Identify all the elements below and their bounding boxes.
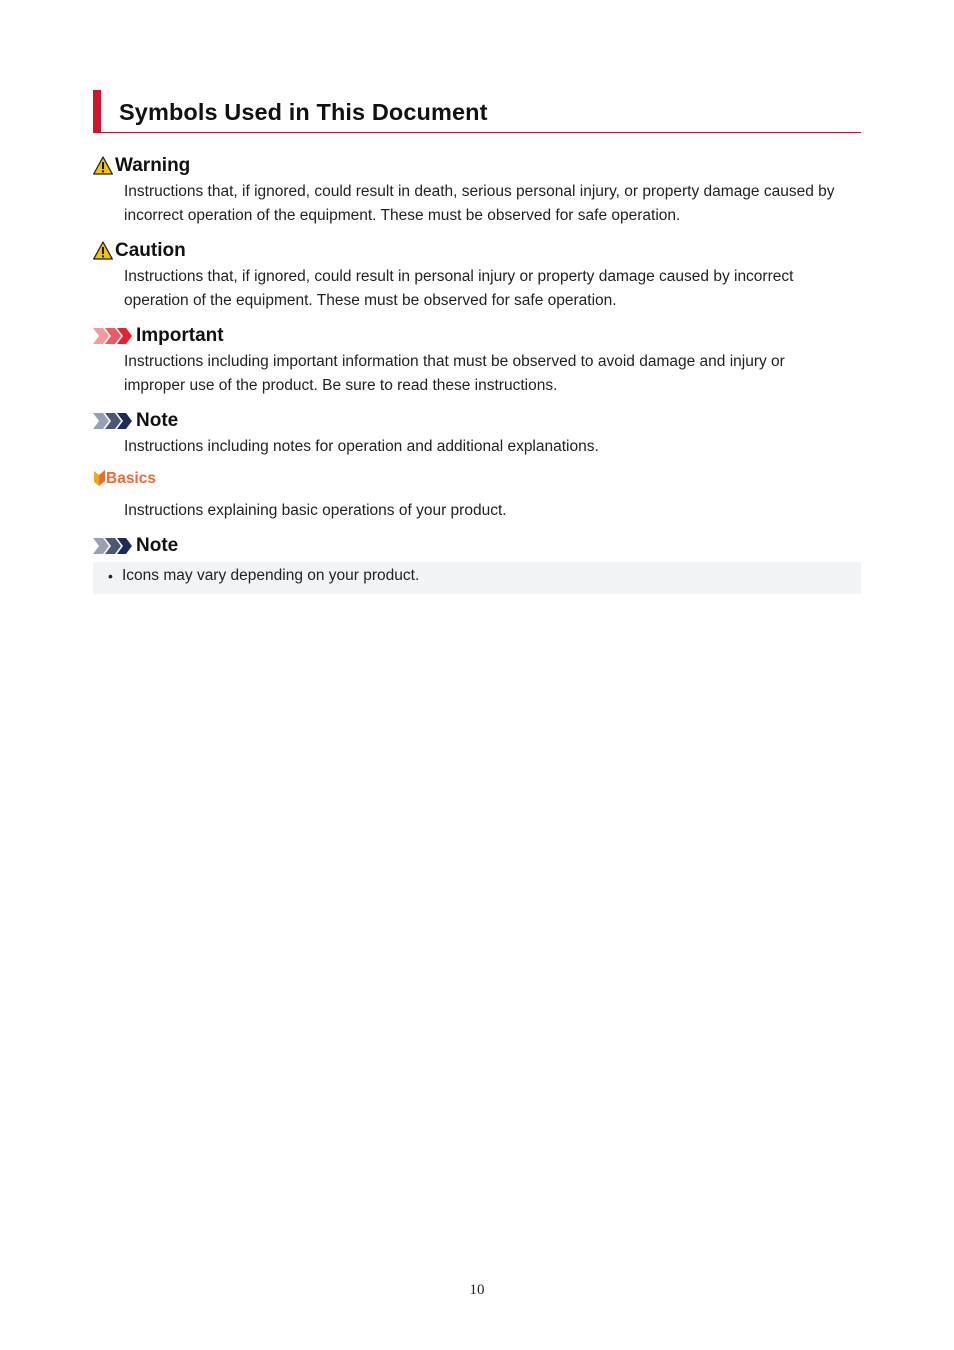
important-section [93, 325, 863, 394]
note-arrows-icon [93, 413, 133, 429]
warning-section [93, 155, 863, 224]
caution-header [93, 240, 863, 264]
note-header-2 [93, 535, 863, 559]
note-description [124, 435, 864, 459]
note-section [93, 410, 863, 455]
warning-label: Warning [115, 155, 191, 176]
title-accent-bar [93, 90, 101, 133]
caution-text-line-1: Instructions that, if ignored, could result in personal injury or property damage caused by incorrect [124, 268, 794, 285]
page-title [93, 90, 861, 133]
note-section-2 [93, 535, 863, 559]
basics-text-line-1: Instructions explaining basic operations of your product. [124, 502, 507, 519]
important-label: Important [136, 325, 224, 346]
note-arrows-icon [93, 538, 133, 554]
basics-section [93, 469, 863, 519]
basics-description [124, 499, 864, 523]
warning-triangle-icon [93, 156, 113, 175]
important-arrows-icon [93, 328, 133, 344]
caution-triangle-icon [93, 241, 113, 260]
basics-header [93, 469, 863, 493]
warning-description [124, 180, 864, 228]
caution-label: Caution [115, 240, 186, 261]
note-box [93, 562, 861, 594]
note-label-2: Note [136, 535, 179, 556]
basics-icon [93, 469, 107, 487]
warning-header [93, 155, 863, 179]
page-number: 10 [469, 1282, 485, 1298]
caution-section [93, 240, 863, 309]
warning-text-line-2: incorrect operation of the equipment. These must be observed for safe operation. [124, 207, 681, 224]
page-heading: Symbols Used in This Document [119, 99, 488, 125]
caution-description [124, 265, 864, 313]
important-text-line-1: Instructions including important information that must be observed to avoid damage and injury or [124, 353, 785, 370]
note-list-item: Icons may vary depending on your product. [122, 567, 420, 584]
basics-label: Basics [106, 470, 156, 487]
note-text-line-1: Instructions including notes for operation and additional explanations. [124, 438, 599, 455]
important-description [124, 350, 864, 398]
important-text-line-2: improper use of the product. Be sure to read these instructions. [124, 377, 558, 394]
warning-text-line-1: Instructions that, if ignored, could result in death, serious personal injury, or property damage caused by [124, 183, 835, 200]
note-header [93, 410, 863, 434]
note-label: Note [136, 410, 179, 431]
bullet-marker: • [108, 568, 113, 584]
important-header [93, 325, 863, 349]
caution-text-line-2: operation of the equipment. These must be observed for safe operation. [124, 292, 617, 309]
